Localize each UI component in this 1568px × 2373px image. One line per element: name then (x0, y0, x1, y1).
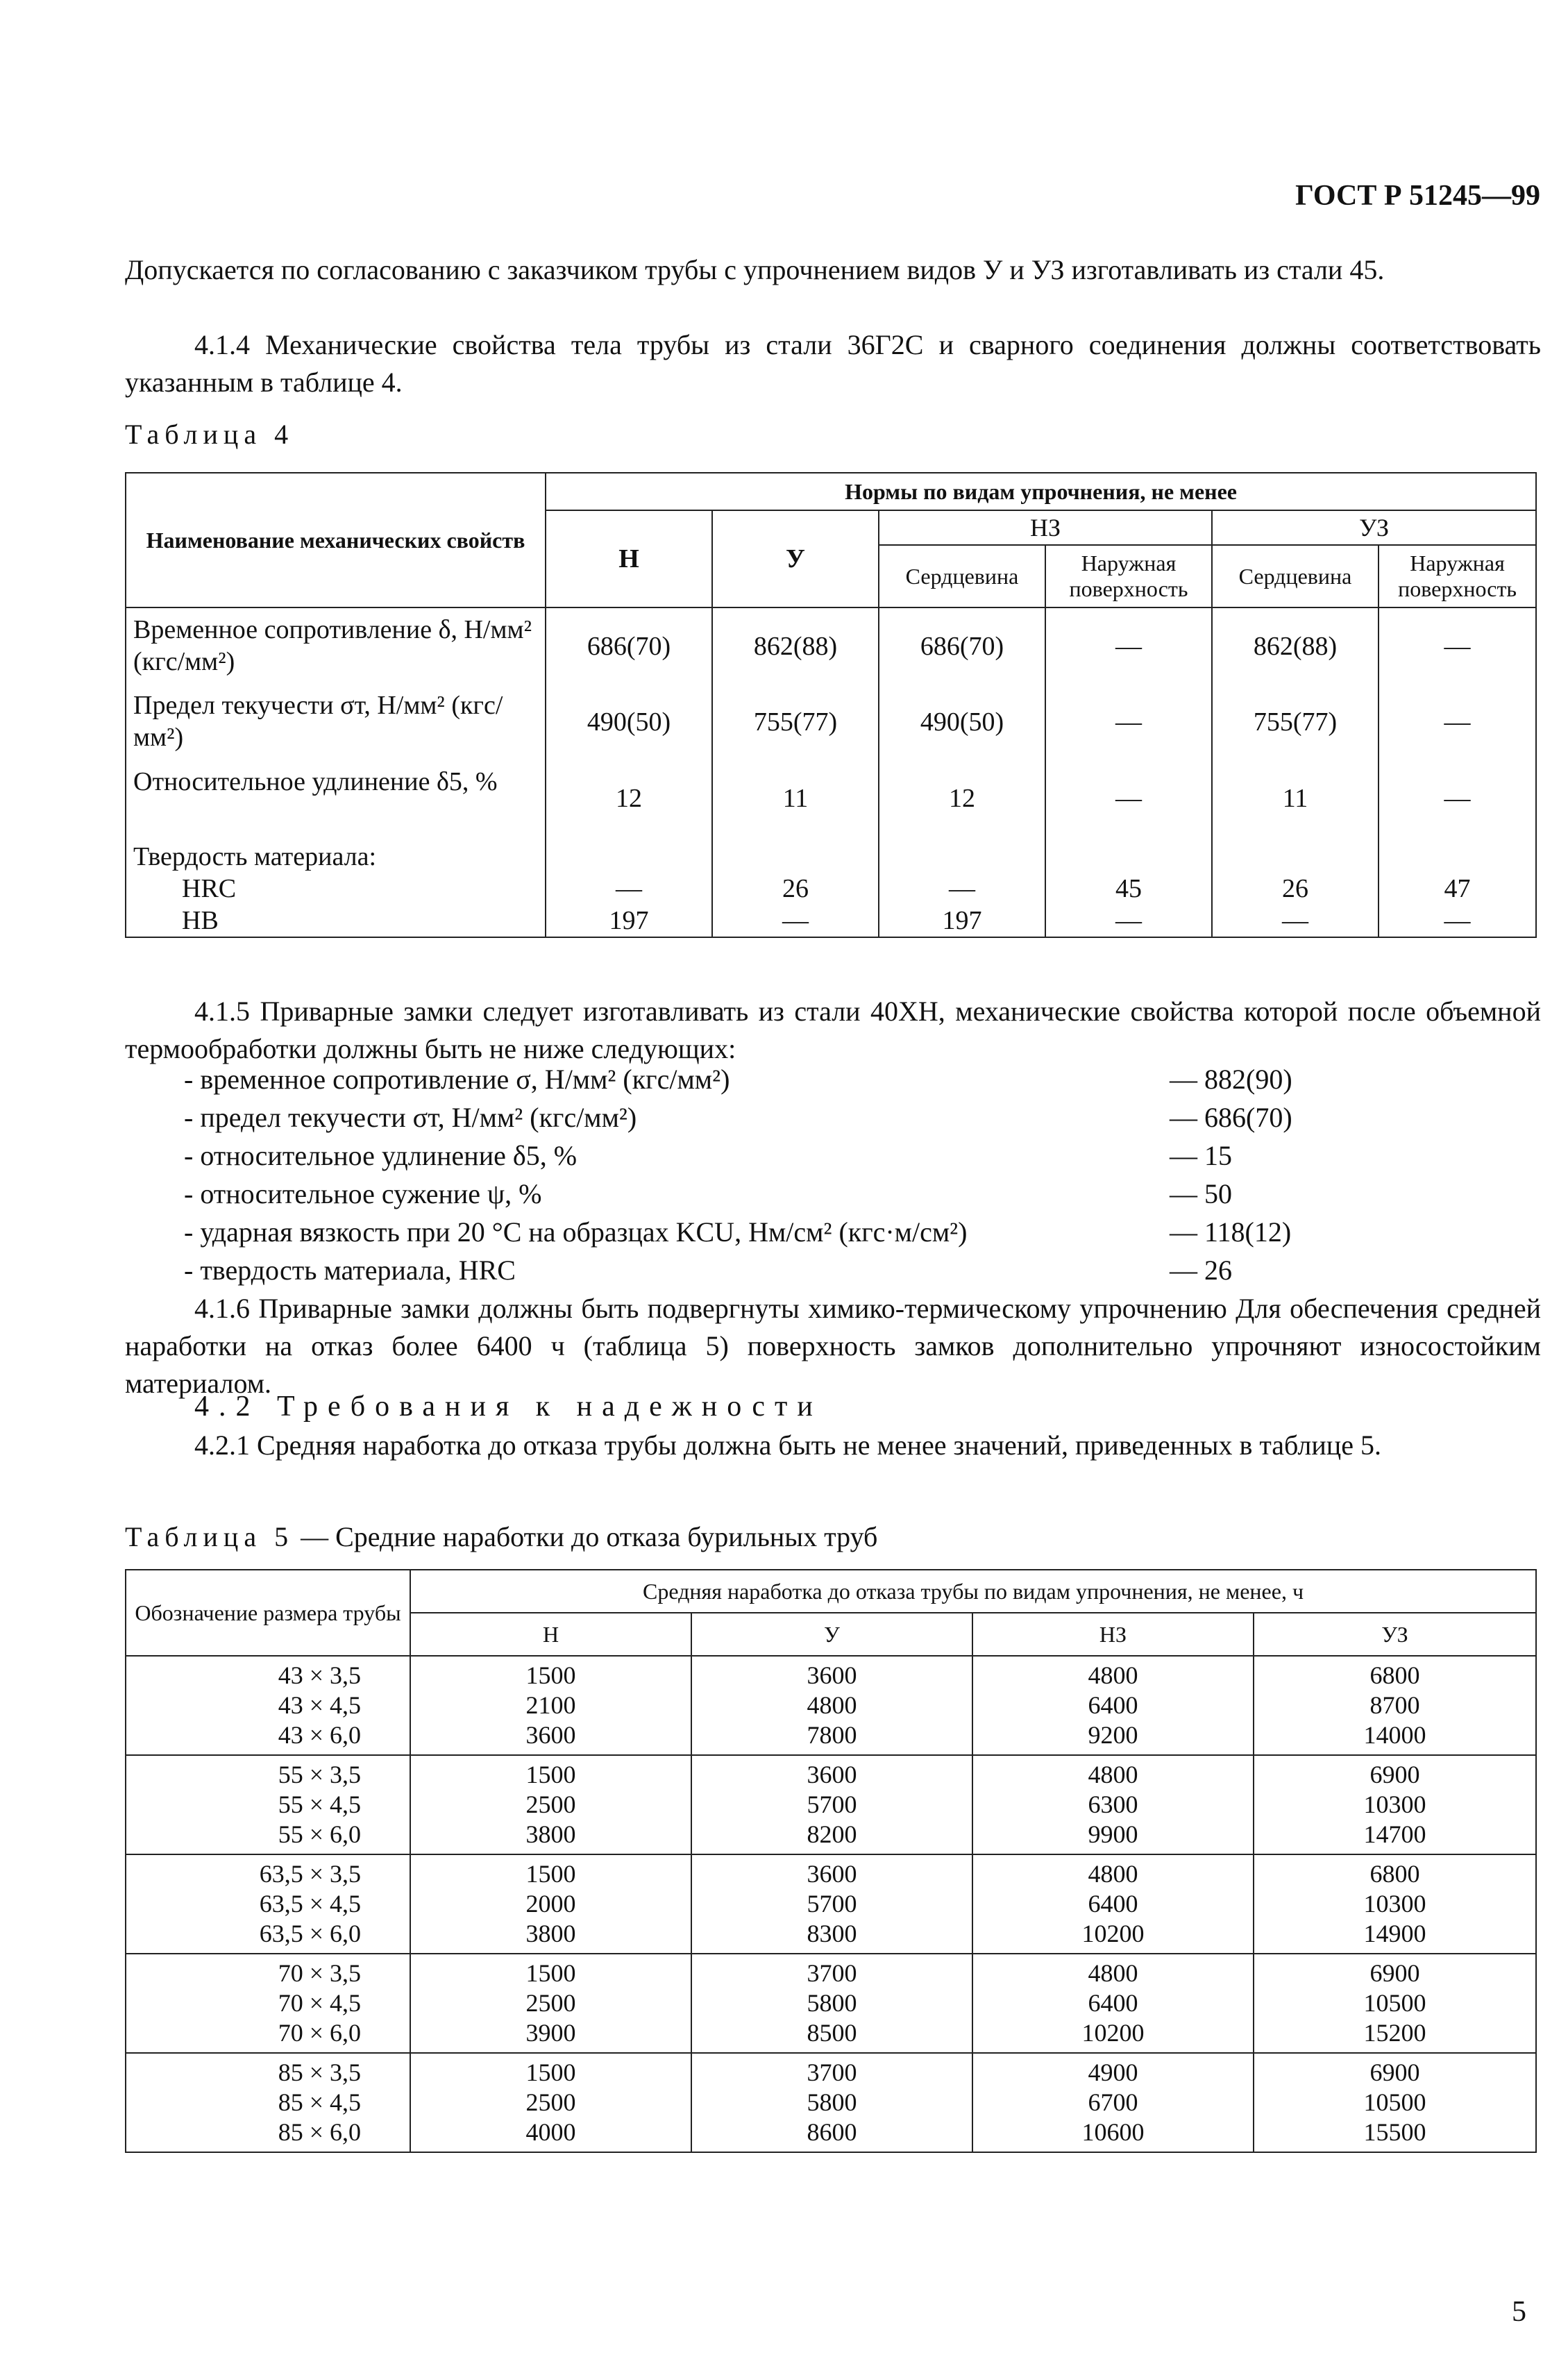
t5-cell-line: 4900 (1088, 2058, 1138, 2086)
list-item (184, 1175, 1350, 1213)
t5-cell-line: 5800 (807, 1989, 857, 2017)
t4-header-norms: Нормы по видам упрочнения, не менее (546, 473, 1536, 510)
t5-cell-line: 8500 (807, 2019, 857, 2047)
list-item-value: — 15 (1170, 1140, 1232, 1171)
t5-value-cell (1254, 1755, 1536, 1854)
list-item (184, 1098, 1350, 1137)
t5-cell-line: 8600 (807, 2118, 857, 2146)
t5-cell-line: 43 × 3,5 (278, 1661, 361, 1689)
list-item-label: - временное сопротивление σ, Н/мм² (кгс/мм²) (184, 1064, 730, 1095)
t5-value-cell (691, 1854, 972, 1954)
standard-header: ГОСТ Р 51245—99 (1295, 180, 1540, 212)
t4-cell: 197 (879, 905, 1045, 937)
list-item-label: - ударная вязкость при 20 °С на образцах KCU, Нм/см² (кгс·м/см²) (184, 1216, 968, 1248)
t5-size-cell (126, 1954, 410, 2053)
t5-cell-line: 5700 (807, 1791, 857, 1818)
t4-cell: 490(50) (879, 684, 1045, 760)
t5-value-cell (972, 1755, 1254, 1854)
t5-cell-line: 10300 (1363, 1791, 1426, 1818)
t5-value-cell (1254, 1656, 1536, 1755)
page-number: 5 (1512, 2296, 1526, 2328)
t4-row-name: HB (182, 906, 219, 935)
t5-cell-line: 85 × 4,5 (278, 2088, 361, 2116)
t4-cell: — (1379, 607, 1536, 684)
t5-cell-line: 10600 (1081, 2118, 1145, 2146)
t5-cell-line: 2100 (525, 1691, 576, 1719)
t5-value-cell (410, 1656, 691, 1755)
t5-cell-line: 4800 (807, 1691, 857, 1719)
t5-value-cell (972, 1854, 1254, 1954)
t4-cell: — (1045, 684, 1212, 760)
t5-cell-line: 4800 (1088, 1959, 1138, 1987)
table-row (126, 1755, 1536, 1854)
t5-cell-line: 1500 (525, 1761, 576, 1788)
t5-header-nz: НЗ (972, 1613, 1254, 1656)
t4-row (126, 873, 1536, 905)
list-item-label: - твердость материала, HRC (184, 1255, 516, 1286)
t5-cell-line: 3600 (807, 1860, 857, 1888)
t5-cell-line: 6400 (1088, 1989, 1138, 2017)
t5-cell-line: 10200 (1081, 2019, 1145, 2047)
t5-header-h: Н (410, 1613, 691, 1656)
t5-cell-line: 85 × 6,0 (278, 2118, 361, 2146)
t5-cell-line: 63,5 × 4,5 (259, 1890, 361, 1918)
list-item-label: - относительное удлинение δ5, % (184, 1140, 578, 1171)
t5-cell-line: 3900 (525, 2019, 576, 2047)
property-list (184, 1060, 1350, 1289)
t4-cell: 862(88) (1212, 607, 1379, 684)
t5-cell-line: 6700 (1088, 2088, 1138, 2116)
t4-cell: — (1045, 760, 1212, 837)
t4-cell: — (1212, 905, 1379, 937)
t4-cell: 490(50) (546, 684, 712, 760)
paragraph-4-1-5: 4.1.5 Приварные замки следует изготавливать из стали 40ХН, механические свойства которой после объемной термообработки должны быть не ниже следующих: (125, 996, 1541, 1064)
t5-cell-line: 55 × 6,0 (278, 1820, 361, 1848)
t4-cell: — (1045, 607, 1212, 684)
t4-header-name: Наименование механических свойств (126, 473, 546, 607)
t5-cell-line: 2500 (525, 1791, 576, 1818)
t4-cell: 12 (546, 760, 712, 837)
t5-size-cell (126, 1755, 410, 1854)
paragraph-4-1-6: 4.1.6 Приварные замки должны быть подвергнуты химико-термическому упрочнению Для обеспечения средней наработки на отказ более 6400 ч (таблица 5) поверхность замков дополнительно упрочняют износостойким материалом. (125, 1293, 1541, 1399)
table-row (126, 2053, 1536, 2152)
t4-cell: 11 (1212, 760, 1379, 837)
t4-cell: — (1379, 760, 1536, 837)
t5-value-cell (691, 1656, 972, 1755)
t5-cell-line: 70 × 6,0 (278, 2019, 361, 2047)
t4-cell: 12 (879, 760, 1045, 837)
t5-cell-line: 43 × 6,0 (278, 1721, 361, 1749)
t4-cell: — (1379, 905, 1536, 937)
t5-cell-line: 14900 (1363, 1920, 1426, 1947)
t5-cell-line: 63,5 × 6,0 (259, 1920, 361, 1947)
t4-cell: — (1379, 684, 1536, 760)
t5-cell-line: 4000 (525, 2118, 576, 2146)
t5-header-uz: УЗ (1254, 1613, 1536, 1656)
t5-cell-line: 8300 (807, 1920, 857, 1947)
t5-size-cell (126, 1854, 410, 1954)
t5-cell-line: 15500 (1363, 2118, 1426, 2146)
t5-body (126, 1656, 1536, 2152)
t5-cell-line: 1500 (525, 1860, 576, 1888)
t5-cell-line: 63,5 × 3,5 (259, 1860, 361, 1888)
t4-cell: — (879, 873, 1045, 905)
t5-cell-line: 2500 (525, 1989, 576, 2017)
t5-cell-line: 3800 (525, 1820, 576, 1848)
t5-cell-line: 1500 (525, 1959, 576, 1987)
t5-cell-line: 55 × 4,5 (278, 1791, 361, 1818)
t4-cell: 45 (1045, 873, 1212, 905)
t5-cell-line: 10200 (1081, 1920, 1145, 1947)
t4-cell: 755(77) (712, 684, 879, 760)
t4-hardness-label: Твердость материала: (126, 837, 546, 873)
t5-value-cell (410, 1755, 691, 1854)
t5-cell-line: 9200 (1088, 1721, 1138, 1749)
list-item (184, 1137, 1350, 1175)
t5-cell-line: 70 × 4,5 (278, 1989, 361, 2017)
t4-cell: 755(77) (1212, 684, 1379, 760)
t5-cell-line: 6300 (1088, 1791, 1138, 1818)
t5-cell-line: 6800 (1369, 1860, 1420, 1888)
t5-value-cell (691, 1755, 972, 1854)
t5-value-cell (1254, 1954, 1536, 2053)
list-item-label: - относительное сужение ψ, % (184, 1178, 542, 1209)
t4-header-nz-surface: Наружная поверхность (1045, 545, 1212, 607)
t5-cell-line: 6900 (1369, 1761, 1420, 1788)
t4-cell: 862(88) (712, 607, 879, 684)
table-4 (125, 472, 1537, 938)
t5-cell-line: 6400 (1088, 1890, 1138, 1918)
list-item (184, 1251, 1350, 1289)
t5-cell-line: 4800 (1088, 1761, 1138, 1788)
table-row (126, 1854, 1536, 1954)
table5-caption-title: — Средние наработки до отказа бурильных труб (294, 1521, 878, 1552)
t5-cell-line: 14700 (1363, 1820, 1426, 1848)
t5-cell-line: 5800 (807, 2088, 857, 2116)
table5-caption (125, 1520, 877, 1553)
t5-value-cell (410, 2053, 691, 2152)
t4-header-uz: УЗ (1212, 510, 1536, 545)
t4-row (126, 607, 1536, 684)
t4-header-uz-core: Сердцевина (1212, 545, 1379, 607)
t5-cell-line: 2000 (525, 1890, 576, 1918)
t4-header-uz-surface: Наружная поверхность (1379, 545, 1536, 607)
t5-cell-line: 4800 (1088, 1661, 1138, 1689)
t4-row-name: Временное сопротивление δ, Н/мм² (кгс/мм²) (126, 607, 546, 684)
t5-cell-line: 15200 (1363, 2019, 1426, 2047)
t5-cell-line: 10500 (1363, 1989, 1426, 2017)
t4-header-h: Н (546, 510, 712, 607)
t4-cell: — (1045, 905, 1212, 937)
list-item-label: - предел текучести σт, Н/мм² (кгс/мм²) (184, 1102, 637, 1133)
t4-cell: — (712, 905, 879, 937)
t4-cell: 197 (546, 905, 712, 937)
list-item-value: — 118(12) (1170, 1216, 1292, 1248)
t4-header-nz-core: Сердцевина (879, 545, 1045, 607)
t5-cell-line: 3600 (807, 1661, 857, 1689)
t5-cell-line: 5700 (807, 1890, 857, 1918)
t4-cell: 26 (1212, 873, 1379, 905)
list-item (184, 1213, 1350, 1251)
t5-value-cell (972, 1656, 1254, 1755)
t5-cell-line: 3700 (807, 2058, 857, 2086)
t5-cell-line: 3700 (807, 1959, 857, 1987)
t5-cell-line: 9900 (1088, 1820, 1138, 1848)
t4-row (126, 760, 1536, 837)
t5-value-cell (691, 2053, 972, 2152)
table-5 (125, 1569, 1537, 2153)
t5-size-cell (126, 1656, 410, 1755)
t4-cell: 11 (712, 760, 879, 837)
t5-value-cell (691, 1954, 972, 2053)
t5-cell-line: 6900 (1369, 1959, 1420, 1987)
t5-cell-line: 8200 (807, 1820, 857, 1848)
paragraph-4-1-4: 4.1.4 Механические свойства тела трубы из стали 36Г2С и сварного соединения должны соответствовать указанным в таблице 4. (125, 329, 1541, 398)
table-row (126, 1656, 1536, 1755)
t5-cell-line: 1500 (525, 2058, 576, 2086)
t5-value-cell (1254, 1854, 1536, 1954)
t5-value-cell (410, 1954, 691, 2053)
t4-row (126, 837, 1536, 873)
t5-value-cell (410, 1854, 691, 1954)
t4-row (126, 684, 1536, 760)
t5-header-size: Обозначение размера трубы (126, 1570, 410, 1656)
list-item-value: — 26 (1170, 1255, 1232, 1286)
t5-cell-line: 6800 (1369, 1661, 1420, 1689)
t5-cell-line: 3600 (525, 1721, 576, 1749)
table-row (126, 1954, 1536, 2053)
t5-cell-line: 2500 (525, 2088, 576, 2116)
t5-cell-line: 55 × 3,5 (278, 1761, 361, 1788)
t4-row-name: Предел текучести σт, Н/мм² (кгс/мм²) (126, 684, 546, 760)
paragraph-4-2-1: 4.2.1 Средняя наработка до отказа трубы должна быть не менее значений, приведенных в таблице 5. (194, 1429, 1381, 1461)
t4-row (126, 905, 1536, 937)
section-heading-4-2: 4.2 Требования к надежности (194, 1391, 823, 1423)
t4-header-u: У (712, 510, 879, 607)
t5-cell-line: 8700 (1369, 1691, 1420, 1719)
t5-cell-line: 3600 (807, 1761, 857, 1788)
t5-cell-line: 1500 (525, 1661, 576, 1689)
t5-value-cell (972, 1954, 1254, 2053)
t4-cell: 686(70) (546, 607, 712, 684)
t5-cell-line: 6400 (1088, 1691, 1138, 1719)
list-item-value: — 50 (1170, 1178, 1232, 1209)
t5-header-mean: Средняя наработка до отказа трубы по видам упрочнения, не менее, ч (410, 1570, 1536, 1613)
t5-cell-line: 4800 (1088, 1860, 1138, 1888)
t5-cell-line: 43 × 4,5 (278, 1691, 361, 1719)
t5-cell-line: 3800 (525, 1920, 576, 1947)
t5-cell-line: 14000 (1363, 1721, 1426, 1749)
t5-cell-line: 70 × 3,5 (278, 1959, 361, 1987)
table5-caption-label: Таблица 5 (125, 1521, 294, 1552)
t4-cell: — (546, 873, 712, 905)
t4-row-name: Относительное удлинение δ5, % (126, 760, 546, 837)
table4-caption: Таблица 4 (125, 419, 294, 450)
t5-value-cell (1254, 2053, 1536, 2152)
list-item-value: — 686(70) (1170, 1102, 1292, 1133)
list-item-value: — 882(90) (1170, 1064, 1292, 1095)
t4-cell: 686(70) (879, 607, 1045, 684)
t5-size-cell (126, 2053, 410, 2152)
t5-cell-line: 10300 (1363, 1890, 1426, 1918)
t5-cell-line: 85 × 3,5 (278, 2058, 361, 2086)
t5-value-cell (972, 2053, 1254, 2152)
t5-cell-line: 10500 (1363, 2088, 1426, 2116)
t5-cell-line: 7800 (807, 1721, 857, 1749)
t4-row-name: HRC (182, 874, 237, 903)
t4-header-nz: НЗ (879, 510, 1212, 545)
list-item (184, 1060, 1350, 1098)
intro-paragraph: Допускается по согласованию с заказчиком трубы с упрочнением видов У и УЗ изготавливать из стали 45. (125, 254, 1385, 285)
t4-cell: 26 (712, 873, 879, 905)
t4-cell: 47 (1379, 873, 1536, 905)
t5-cell-line: 6900 (1369, 2058, 1420, 2086)
t5-header-u: У (691, 1613, 972, 1656)
